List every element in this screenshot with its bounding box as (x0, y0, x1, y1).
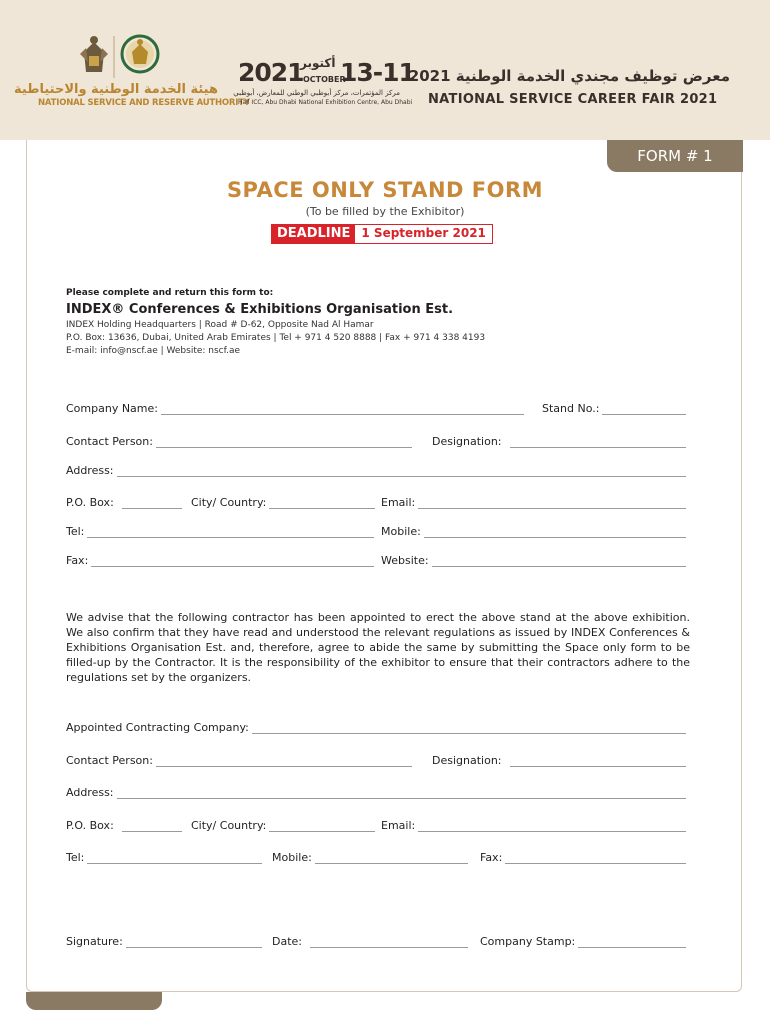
contractor-declaration-text: We advise that the following contractor has been appointed to erect the above stand at the above exhibition. We also confirm that they have read and understood the relevant regulations as issued by INDEX Conferences & Exhibitions Organisation Est. and, therefore, agree to abide the same by submitting the Space only form to be filled-up by the Contractor. It is the responsibility of the exhibitor to ensure that their contractors adhere to the regulations set by the organizers. (66, 611, 690, 684)
venue-arabic: مركز المؤتمرات، مركز أبوظبي الوطني للمعارض، أبوظبي (233, 89, 400, 97)
tel-label: Tel: (66, 525, 85, 538)
fair-title-arabic: معرض توظيف مجندي الخدمة الوطنية 2021 (408, 67, 730, 85)
designation-label: Designation: (432, 435, 502, 448)
website-input-line[interactable] (432, 556, 686, 567)
venue-english: Hall ICC, Abu Dhabi National Exhibition Centre, Abu Dhabi (238, 99, 413, 106)
event-year: 2021 (238, 58, 304, 87)
fair-title-english: NATIONAL SERVICE CAREER FAIR 2021 (428, 92, 718, 107)
date-label: Date: (272, 935, 302, 948)
date-input-line[interactable] (310, 937, 468, 948)
stand-number-field[interactable] (542, 402, 686, 415)
tel-field[interactable] (66, 525, 374, 538)
contracting-company-input-line[interactable] (252, 723, 686, 734)
page-header (0, 0, 770, 140)
stand-number-label: Stand No.: (542, 402, 600, 415)
deadline-badge (271, 224, 493, 244)
contractor-designation-label: Designation: (432, 754, 502, 767)
contracting-company-field[interactable] (66, 721, 686, 734)
authority-name-english: NATIONAL SERVICE AND RESERVE AUTHORITY (38, 98, 250, 108)
contact-person-field[interactable] (66, 435, 412, 448)
event-days: 13-11 (340, 58, 415, 87)
contractor-city-country-field[interactable] (191, 819, 375, 832)
authority-emblem-icon (78, 32, 166, 82)
organiser-contact-line: E-mail: info@nscf.ae | Website: nscf.ae (66, 346, 241, 356)
contractor-tel-input-line[interactable] (87, 853, 262, 864)
contractor-fax-field[interactable] (480, 851, 686, 864)
contact-person-label: Contact Person: (66, 435, 153, 448)
contractor-mobile-label: Mobile: (272, 851, 312, 864)
po-box-input-line[interactable] (122, 498, 182, 509)
company-name-input-line[interactable] (161, 404, 524, 415)
event-month-arabic: أكتوبر (300, 56, 336, 70)
form-subtitle: (To be filled by the Exhibitor) (305, 205, 465, 218)
contractor-address-field[interactable] (66, 786, 686, 799)
mobile-input-line[interactable] (424, 527, 686, 538)
contractor-city-country-label: City/ Country: (191, 819, 267, 832)
company-stamp-label: Company Stamp: (480, 935, 576, 948)
stand-number-input-line[interactable] (602, 404, 686, 415)
email-input-line[interactable] (418, 498, 686, 509)
deadline-date: 1 September 2021 (361, 226, 486, 240)
deadline-label: DEADLINE (272, 225, 355, 243)
email-field[interactable] (381, 496, 686, 509)
contractor-contact-person-label: Contact Person: (66, 754, 153, 767)
date-field[interactable] (272, 935, 468, 948)
return-instructions: Please complete and return this form to: (66, 288, 274, 298)
bottom-decorative-tab (26, 992, 162, 1010)
contractor-address-input-line[interactable] (117, 788, 686, 799)
city-country-input-line[interactable] (269, 498, 375, 509)
contact-person-input-line[interactable] (156, 437, 412, 448)
organiser-address-line-1: INDEX Holding Headquarters | Road # D-62, Opposite Nad Al Hamar (66, 320, 374, 330)
fax-label: Fax: (66, 554, 89, 567)
mobile-field[interactable] (381, 525, 686, 538)
contracting-company-label: Appointed Contracting Company: (66, 721, 249, 734)
website-field[interactable] (381, 554, 686, 567)
contractor-email-input-line[interactable] (418, 821, 686, 832)
contractor-email-label: Email: (381, 819, 416, 832)
contractor-mobile-input-line[interactable] (315, 853, 468, 864)
address-label: Address: (66, 464, 114, 477)
tel-input-line[interactable] (87, 527, 374, 538)
organiser-name: INDEX® Conferences & Exhibitions Organisation Est. (66, 302, 454, 317)
address-field[interactable] (66, 464, 686, 477)
contractor-designation-input-line[interactable] (510, 756, 687, 767)
authority-name-arabic: هيئة الخدمة الوطنية والاحتياطية (14, 82, 218, 97)
contractor-po-box-field[interactable] (66, 819, 182, 832)
contractor-contact-person-input-line[interactable] (156, 756, 412, 767)
company-name-field[interactable] (66, 402, 524, 415)
signature-input-line[interactable] (126, 937, 262, 948)
contractor-contact-person-field[interactable] (66, 754, 412, 767)
contractor-po-box-input-line[interactable] (122, 821, 182, 832)
contractor-tel-label: Tel: (66, 851, 85, 864)
contractor-designation-field[interactable] (432, 754, 686, 767)
contractor-po-box-label: P.O. Box: (66, 819, 114, 832)
city-country-field[interactable] (191, 496, 375, 509)
designation-field[interactable] (432, 435, 686, 448)
company-name-label: Company Name: (66, 402, 158, 415)
contractor-fax-label: Fax: (480, 851, 503, 864)
contractor-fax-input-line[interactable] (505, 853, 686, 864)
contractor-mobile-field[interactable] (272, 851, 468, 864)
signature-field[interactable] (66, 935, 262, 948)
po-box-field[interactable] (66, 496, 182, 509)
email-label: Email: (381, 496, 416, 509)
address-input-line[interactable] (117, 466, 686, 477)
contractor-email-field[interactable] (381, 819, 686, 832)
city-country-label: City/ Country: (191, 496, 267, 509)
website-label: Website: (381, 554, 429, 567)
form-number-tab: FORM # 1 (607, 140, 743, 172)
company-stamp-field[interactable] (480, 935, 686, 948)
event-month-english: OCTOBER (303, 75, 346, 84)
fax-field[interactable] (66, 554, 374, 567)
po-box-label: P.O. Box: (66, 496, 114, 509)
contractor-tel-field[interactable] (66, 851, 262, 864)
signature-label: Signature: (66, 935, 123, 948)
mobile-label: Mobile: (381, 525, 421, 538)
contractor-city-country-input-line[interactable] (269, 821, 375, 832)
company-stamp-input-line[interactable] (578, 937, 686, 948)
organiser-address-line-2: P.O. Box: 13636, Dubai, United Arab Emirates | Tel + 971 4 520 8888 | Fax + 971 4 338 4193 (66, 333, 486, 343)
designation-input-line[interactable] (510, 437, 687, 448)
form-title: SPACE ONLY STAND FORM (226, 178, 544, 202)
fax-input-line[interactable] (91, 556, 374, 567)
contractor-address-label: Address: (66, 786, 114, 799)
